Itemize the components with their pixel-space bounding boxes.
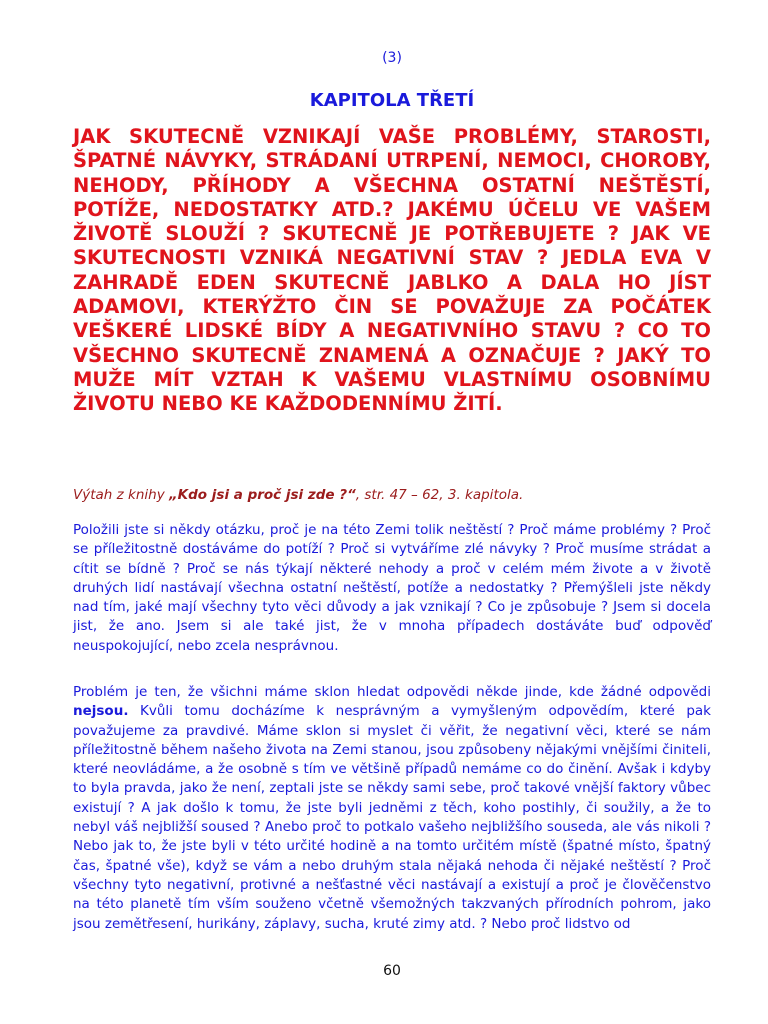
body-paragraph-2 [73,683,711,934]
excerpt-book-title: „Kdo jsi a proč jsi zde ?“ [168,487,356,503]
chapter-heading: JAK SKUTECNĚ VZNIKAJÍ VAŠE PROBLÉMY, STAROSTI, ŠPATNÉ NÁVYKY, STRÁDANÍ UTRPENÍ, NEMOCI, CHOROBY, NEHODY, PŘÍHODY A VŠECHNA OSTATNÍ NEŠTĚSTÍ, POTÍŽE, NEDOSTATKY ATD.? JAKÉMU ÚČELU VE VAŠEM ŽIVOTĚ SLOUŽÍ ? SKUTECNĚ JE POTŘEBUJETE ? JAK VE SKUTECNOSTI VZNIKÁ NEGATIVNÍ STAV ? JEDLA EVA V ZAHRADĚ EDEN SKUTECNĚ JABLKO A DALA HO JÍST ADAMOVI, KTERÝŽTO ČIN SE POVAŽUJE ZA POČÁTEK VEŠKERÉ LIDSKÉ BÍDY A NEGATIVNÍHO STAVU ? CO TO VŠECHNO SKUTECNĚ ZNAMENÁ A OZNAČUJE ? JAKÝ TO MUŽE MÍT VZTAH K VAŠEMU VLASTNÍMU OSOBNÍMU ŽIVOTU NEBO KE KAŽDODENNÍMU ŽITÍ. [73,125,711,416]
paragraph-2-after: Kvůli tomu docházíme k nesprávným a vymyšleným odpovědím, které pak považujeme za pravdivé. Máme sklon si myslet či věřit, že negativní věci, které se nám příležitostně během našeho života na Zemi stanou, jsou způsobeny nějakými vnějšími činiteli, které neovládáme, a že osobně s tím ve většině případů nemáme co do činění. Avšak i kdyby to byla pravda, jako že není, zeptali jste se někdy sami sebe, proč takové vnější faktory vůbec existují ? A jak došlo k tomu, že jste byli jedněmi z těch, koho postihly, či soužily, a že to nebyl váš nejbližší soused ? Anebo proč to potkalo vašeho nejbližšího souseda, ale vás nikoli ? Nebo jak to, že jste byli v této určité hodině a na tomto určitém místě (špatné místo, špatný čas, špatné vše), když se vám a nebo druhým stala nějaká nehoda či nějaké neštěstí ? Proč všechny tyto negativní, protivné a nešťastné věci nastávají a existují a proč je člověčenstvo na této planetě tím vším souženo včetně všemožných takzvaných přírodních pohrom, jako jsou zemětřesení, hurikány, záplavy, sucha, kruté zimy atd. ? Nebo proč lidstvo od [73,703,711,932]
paragraph-2-before: Problém je ten, že všichni máme sklon hledat odpovědi někde jinde, kde žádné odpovědi [73,684,711,700]
page-number: 60 [383,963,401,979]
paragraph-2-bold: nejsou. [73,703,129,720]
excerpt-source [73,487,711,503]
body-paragraph-1: Položili jste si někdy otázku, proč je na této Zemi tolik neštěstí ? Proč máme problémy ? Proč se příležitostně dostáváme do potíží ? Proč si vytváříme zlé návyky ? Proč musíme strádat a cítit se bídně ? Proč se nás týkají některé nehody a proč v celém mém živote a v životě druhých lidí nastávají všechna ostatní neštěstí, potíže a nedostatky ? Přemýšleli jste někdy nad tím, jaké mají všechny tyto věci důvody a jak vznikají ? Co je způsobuje ? Jsem si docela jist, že ano. Jsem si ale také jist, že v mnoha případech dostáváte buď odpověď neuspokojující, nebo zcela nesprávnou. [73,522,711,654]
chapter-title: KAPITOLA TŘETÍ [309,90,475,111]
excerpt-suffix: , str. 47 – 62, 3. kapitola. [355,487,524,503]
chapter-number: (3) [382,50,402,66]
excerpt-prefix: Výtah z knihy [73,487,169,503]
